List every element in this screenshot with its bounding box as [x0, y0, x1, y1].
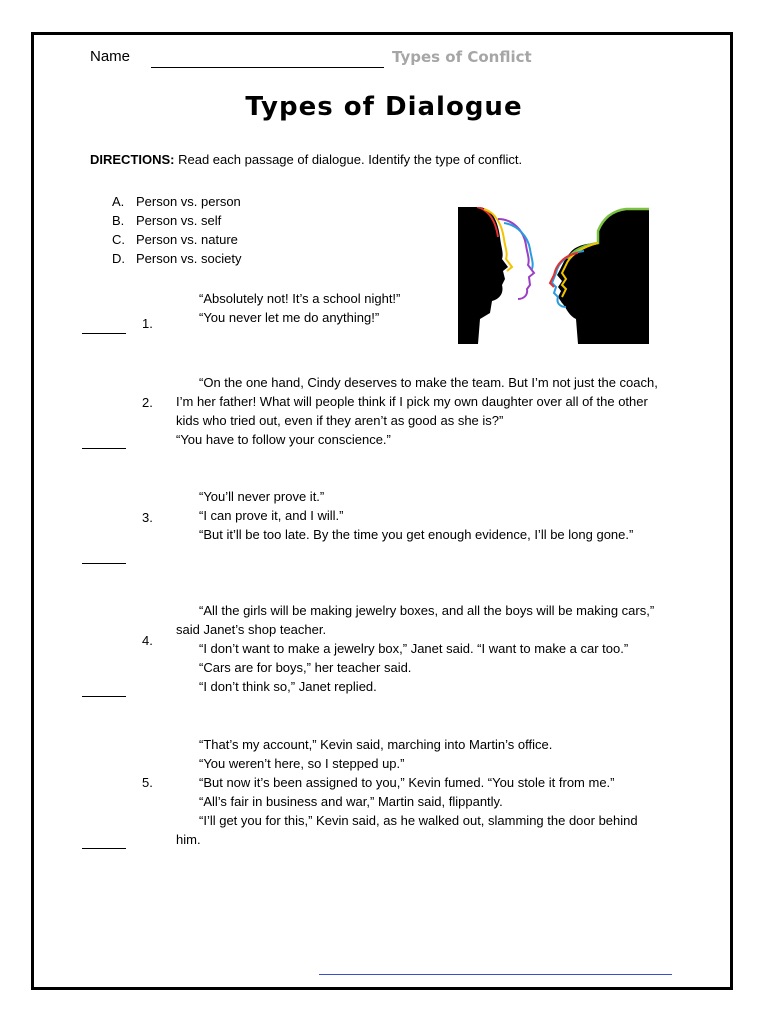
question-number: 1. — [142, 316, 153, 331]
dialogue-line: “I don’t think so,” Janet replied. — [199, 679, 377, 694]
dialogue-line: “Absolutely not! It’s a school night!” — [199, 291, 401, 306]
choice-item — [112, 230, 242, 249]
name-field-line[interactable] — [151, 67, 384, 68]
question-number: 4. — [142, 633, 153, 648]
dialogue-line: “All the girls will be making jewelry boxes, and all the boys will be making cars,” said Janet’s shop teacher. — [176, 603, 655, 637]
question-number: 5. — [142, 775, 153, 790]
choice-letter: C. — [112, 232, 125, 247]
choice-text: Person vs. self — [136, 213, 222, 228]
choice-text: Person vs. nature — [136, 232, 238, 247]
answer-blank-5[interactable] — [82, 848, 126, 849]
dialogue-line: “On the one hand, Cindy deserves to make the team. But I’m not just the coach, I’m her father! What will people think if I pick my own daughter over all of the other kids who tried out, even if they aren’t as good as she is?” — [176, 375, 658, 428]
answer-blank-3[interactable] — [82, 563, 126, 564]
answer-blank-4[interactable] — [82, 696, 126, 697]
dialogue-line: “But it’ll be too late. By the time you get enough evidence, I’ll be long gone.” — [199, 527, 634, 542]
passage-1 — [176, 289, 664, 327]
passage-3 — [176, 487, 664, 544]
dialogue-line: “That’s my account,” Kevin said, marching into Martin’s office. — [199, 737, 553, 752]
dialogue-line: “You weren’t here, so I stepped up.” — [199, 756, 405, 771]
choice-list — [112, 192, 242, 268]
dialogue-line: “You never let me do anything!” — [199, 310, 380, 325]
choice-item — [112, 192, 242, 211]
choice-text: Person vs. person — [136, 194, 241, 209]
dialogue-line: “I’ll get you for this,” Kevin said, as he walked out, slamming the door behind him. — [176, 813, 638, 847]
passage-4 — [176, 601, 664, 696]
dialogue-line: “Cars are for boys,” her teacher said. — [199, 660, 412, 675]
dialogue-line: “You have to follow your conscience.” — [176, 432, 391, 447]
directions — [90, 152, 522, 167]
answer-blank-1[interactable] — [82, 333, 126, 334]
choice-text: Person vs. society — [136, 251, 242, 266]
choice-letter: A. — [112, 194, 125, 209]
question-number: 2. — [142, 395, 153, 410]
name-label: Name — [90, 48, 131, 65]
dialogue-line: “All’s fair in business and war,” Martin said, flippantly. — [199, 794, 503, 809]
question-number: 3. — [142, 510, 153, 525]
choice-letter: D. — [112, 251, 125, 266]
choice-item — [112, 249, 242, 268]
dialogue-line: “I can prove it, and I will.” — [199, 508, 344, 523]
answer-blank-2[interactable] — [82, 448, 126, 449]
dialogue-line: “But now it’s been assigned to you,” Kevin fumed. “You stole it from me.” — [199, 775, 615, 790]
choice-item — [112, 211, 242, 230]
footer-line — [319, 974, 672, 975]
page-title: Types of Dialogue — [245, 92, 523, 122]
directions-text: Read each passage of dialogue. Identify the type of conflict. — [174, 152, 523, 167]
directions-label: DIRECTIONS: — [90, 152, 175, 167]
header-tag: Types of Conflict — [392, 48, 532, 66]
dialogue-line: “You’ll never prove it.” — [199, 489, 325, 504]
passage-2 — [176, 373, 664, 449]
choice-letter: B. — [112, 213, 125, 228]
dialogue-line: “I don’t want to make a jewelry box,” Janet said. “I want to make a car too.” — [199, 641, 629, 656]
passage-5 — [176, 735, 664, 849]
